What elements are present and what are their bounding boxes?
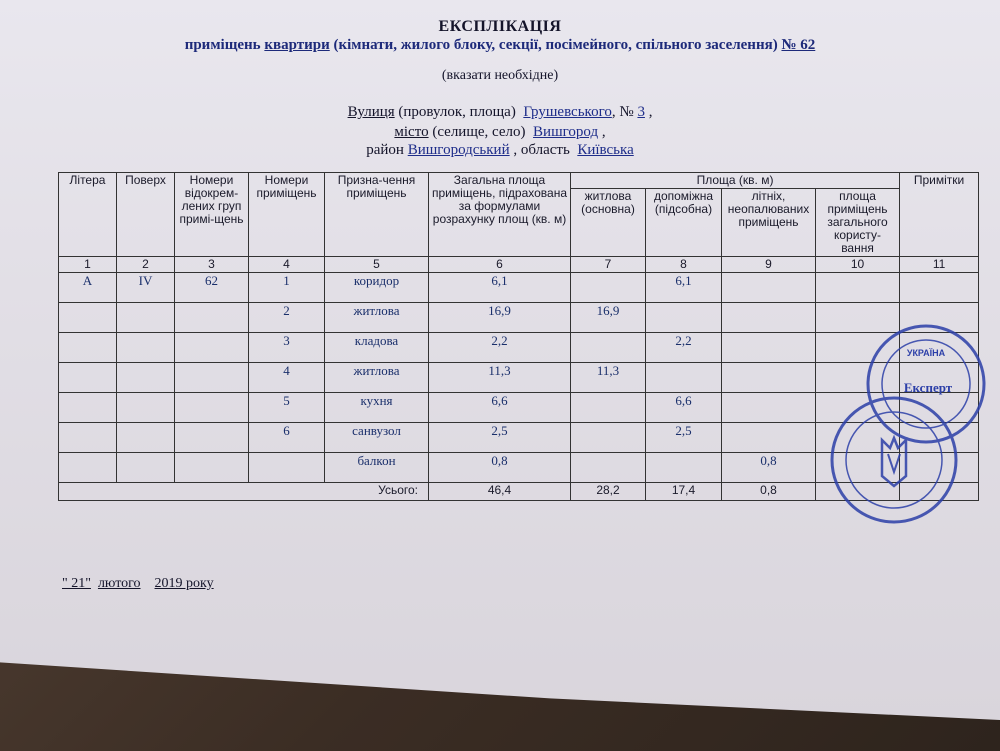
cell-living: [571, 423, 646, 453]
cell-room: [249, 453, 325, 483]
address-city-line: місто (селище, село) Вишгород ,: [394, 124, 606, 140]
column-number: 8: [646, 257, 722, 273]
cell-purpose: коридор: [325, 273, 429, 303]
cell-group: 62: [175, 273, 249, 303]
cell-purpose: житлова: [325, 303, 429, 333]
header-total: Загальна площа приміщень, підрахована за формулами розрахунку площ (кв. м): [429, 173, 571, 257]
cell-purpose: кладова: [325, 333, 429, 363]
header-litera: Літера: [59, 173, 117, 257]
cell-summer: [722, 333, 816, 363]
cell-living: 11,3: [571, 363, 646, 393]
city-value: Вишгород: [533, 124, 599, 140]
cell-litera: [59, 393, 117, 423]
cell-total: 6,1: [429, 273, 571, 303]
cell-total: 16,9: [429, 303, 571, 333]
cell-aux: 2,2: [646, 333, 722, 363]
cell-group: [175, 363, 249, 393]
column-number: 7: [571, 257, 646, 273]
cell-common: [816, 273, 900, 303]
cell-living: [571, 273, 646, 303]
total-living: 28,2: [571, 483, 646, 501]
cell-group: [175, 303, 249, 333]
header-summer: літніх, неопалюваних приміщень: [722, 189, 816, 257]
cell-room: 3: [249, 333, 325, 363]
column-number: 4: [249, 257, 325, 273]
cell-aux: [646, 303, 722, 333]
cell-summer: [722, 303, 816, 333]
stamp-center-word: Експерт: [903, 380, 953, 395]
column-number: 3: [175, 257, 249, 273]
document-title: ЕКСПЛІКАЦІЯ: [438, 18, 562, 35]
column-number: 10: [816, 257, 900, 273]
seal-icon: [826, 322, 986, 527]
header-aux: допоміжна (підсобна): [646, 189, 722, 257]
cell-living: [571, 393, 646, 423]
header-living: житлова (основна): [571, 189, 646, 257]
column-number: 2: [117, 257, 175, 273]
cell-group: [175, 423, 249, 453]
column-number: 1: [59, 257, 117, 273]
column-number: 6: [429, 257, 571, 273]
column-number: 9: [722, 257, 816, 273]
total-value: 46,4: [429, 483, 571, 501]
header-purpose: Призна-чення приміщень: [325, 173, 429, 257]
cell-poverkh: [117, 393, 175, 423]
cell-litera: [59, 423, 117, 453]
cell-poverkh: [117, 333, 175, 363]
total-aux: 17,4: [646, 483, 722, 501]
cell-aux: 6,6: [646, 393, 722, 423]
cell-purpose: балкон: [325, 453, 429, 483]
cell-litera: А: [59, 273, 117, 303]
cell-room: 1: [249, 273, 325, 303]
cell-group: [175, 393, 249, 423]
cell-total: 2,5: [429, 423, 571, 453]
cell-living: [571, 333, 646, 363]
cell-living: [571, 453, 646, 483]
cell-purpose: житлова: [325, 363, 429, 393]
document-subtitle: приміщень квартири (кімнати, жилого блоку, секції, посімейного, спільного заселення) № 62: [184, 37, 816, 53]
header-row: [59, 173, 979, 189]
cell-room: 4: [249, 363, 325, 393]
total-label: Усього:: [59, 483, 429, 501]
cell-aux: 2,5: [646, 423, 722, 453]
cell-total: 2,2: [429, 333, 571, 363]
column-number: 5: [325, 257, 429, 273]
cell-purpose: кухня: [325, 393, 429, 423]
address-street-line: Вулиця (провулок, площа) Грушевського, № 3 ,: [347, 104, 653, 120]
cell-summer: [722, 393, 816, 423]
cell-room: 6: [249, 423, 325, 453]
cell-total: 11,3: [429, 363, 571, 393]
header-area: Площа (кв. м): [571, 173, 900, 189]
cell-purpose: санвузол: [325, 423, 429, 453]
district-value: Вишгородський: [407, 142, 510, 158]
cell-aux: [646, 453, 722, 483]
total-summer: 0,8: [722, 483, 816, 501]
cell-total: 0,8: [429, 453, 571, 483]
cell-summer: 0,8: [722, 453, 816, 483]
cell-summer: [722, 273, 816, 303]
cell-litera: [59, 363, 117, 393]
house-value: 3: [637, 104, 645, 120]
header-poverkh: Поверх: [117, 173, 175, 257]
document-note: (вказати необхідне): [441, 68, 559, 83]
cell-total: 6,6: [429, 393, 571, 423]
cell-aux: [646, 363, 722, 393]
cell-poverkh: IV: [117, 273, 175, 303]
stamps: [826, 322, 986, 527]
address-district-line: район Вишгородський , область Київська: [366, 142, 634, 158]
cell-notes: [900, 273, 979, 303]
header-group: Номери відокрем-лених груп примі-щень: [175, 173, 249, 257]
header-notes: Примітки: [900, 173, 979, 257]
cell-litera: [59, 303, 117, 333]
cell-living: 16,9: [571, 303, 646, 333]
cell-poverkh: [117, 453, 175, 483]
cell-litera: [59, 453, 117, 483]
cell-litera: [59, 333, 117, 363]
cell-aux: 6,1: [646, 273, 722, 303]
stamp-top-text: УКРАЇНА: [906, 348, 946, 358]
cell-room: 5: [249, 393, 325, 423]
cell-group: [175, 333, 249, 363]
column-number-row: [59, 257, 979, 273]
date-signature: " 21" лютого 2019 року: [62, 576, 214, 591]
street-value: Грушевського: [523, 104, 612, 120]
cell-room: 2: [249, 303, 325, 333]
header-common: площа приміщень загального користу-вання: [816, 189, 900, 257]
header-rooms: Номери приміщень: [249, 173, 325, 257]
cell-summer: [722, 363, 816, 393]
column-number: 11: [900, 257, 979, 273]
cell-poverkh: [117, 363, 175, 393]
table-row: [59, 273, 979, 303]
cell-group: [175, 453, 249, 483]
cell-poverkh: [117, 303, 175, 333]
region-value: Київська: [577, 142, 634, 158]
cell-summer: [722, 423, 816, 453]
cell-poverkh: [117, 423, 175, 453]
